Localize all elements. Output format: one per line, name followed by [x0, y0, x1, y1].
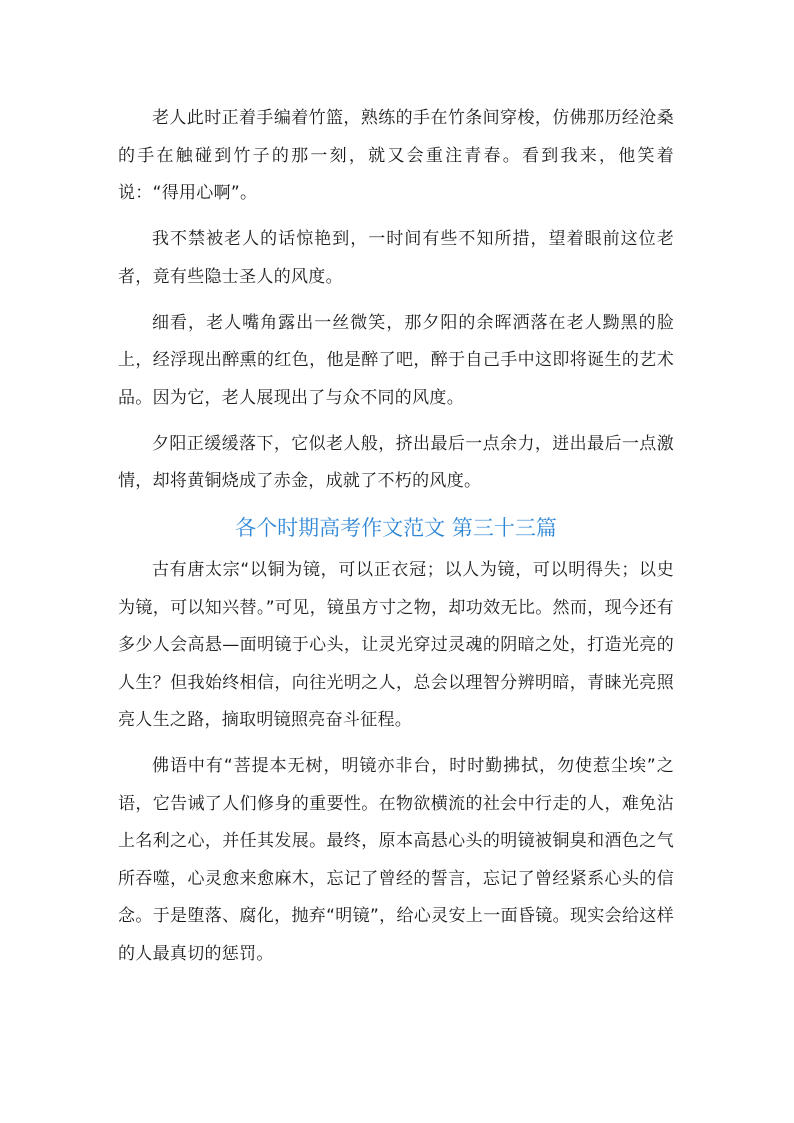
paragraph: 佛语中有“菩提本无树，明镜亦非台，时时勤拂拭，勿使惹尘埃”之语，它告诫了人们修身的重要性。在物欲横流的社会中行走的人，难免沾上名利之心，并任其发展。最终，原本高悬心头的明镜被铜臭和酒色之气所吞噬，心灵愈来愈麻木，忘记了曾经的誓言，忘记了曾经紧系心头的信念。于是堕落、腐化，抛弃“明镜”，给心灵安上一面昏镜。现实会给这样的人最真切的惩罚。	[118, 756, 674, 964]
document-page	[118, 100, 674, 982]
paragraph: 夕阳正缓缓落下，它似老人般，挤出最后一点余力，迸出最后一点激情，却将黄铜烧成了赤金，成就了不朽的风度。	[118, 433, 674, 491]
section-title: 各个时期高考作文范文 第三十三篇	[235, 516, 557, 540]
paragraph: 我不禁被老人的话惊艳到，一时间有些不知所措，望着眼前这位老者，竟有些隐士圣人的风度。	[118, 229, 674, 287]
paragraph: 老人此时正着手编着竹篮，熟练的手在竹条间穿梭，仿佛那历经沧桑的手在触碰到竹子的那一刻，就又会重注青春。看到我来，他笑着说：“得用心啊”。	[118, 108, 674, 203]
paragraph: 细看，老人嘴角露出一丝微笑，那夕阳的余晖洒落在老人黝黑的脸上，经浮现出醉熏的红色，他是醉了吧，醉于自己手中这即将诞生的艺术品。因为它，老人展现出了与众不同的风度。	[118, 312, 674, 408]
paragraph: 古有唐太宗“以铜为镜，可以正衣冠；以人为镜，可以明得失；以史为镜，可以知兴替。”可见，镜虽方寸之物，却功效无比。然而，现今还有多少人会高悬—面明镜于心头，让灵光穿过灵魂的阴暗之处，打造光亮的人生？但我始终相信，向往光明之人，总会以理智分辨明暗，青睐光亮照亮人生之路，摘取明镜照亮奋斗征程。	[118, 560, 674, 730]
